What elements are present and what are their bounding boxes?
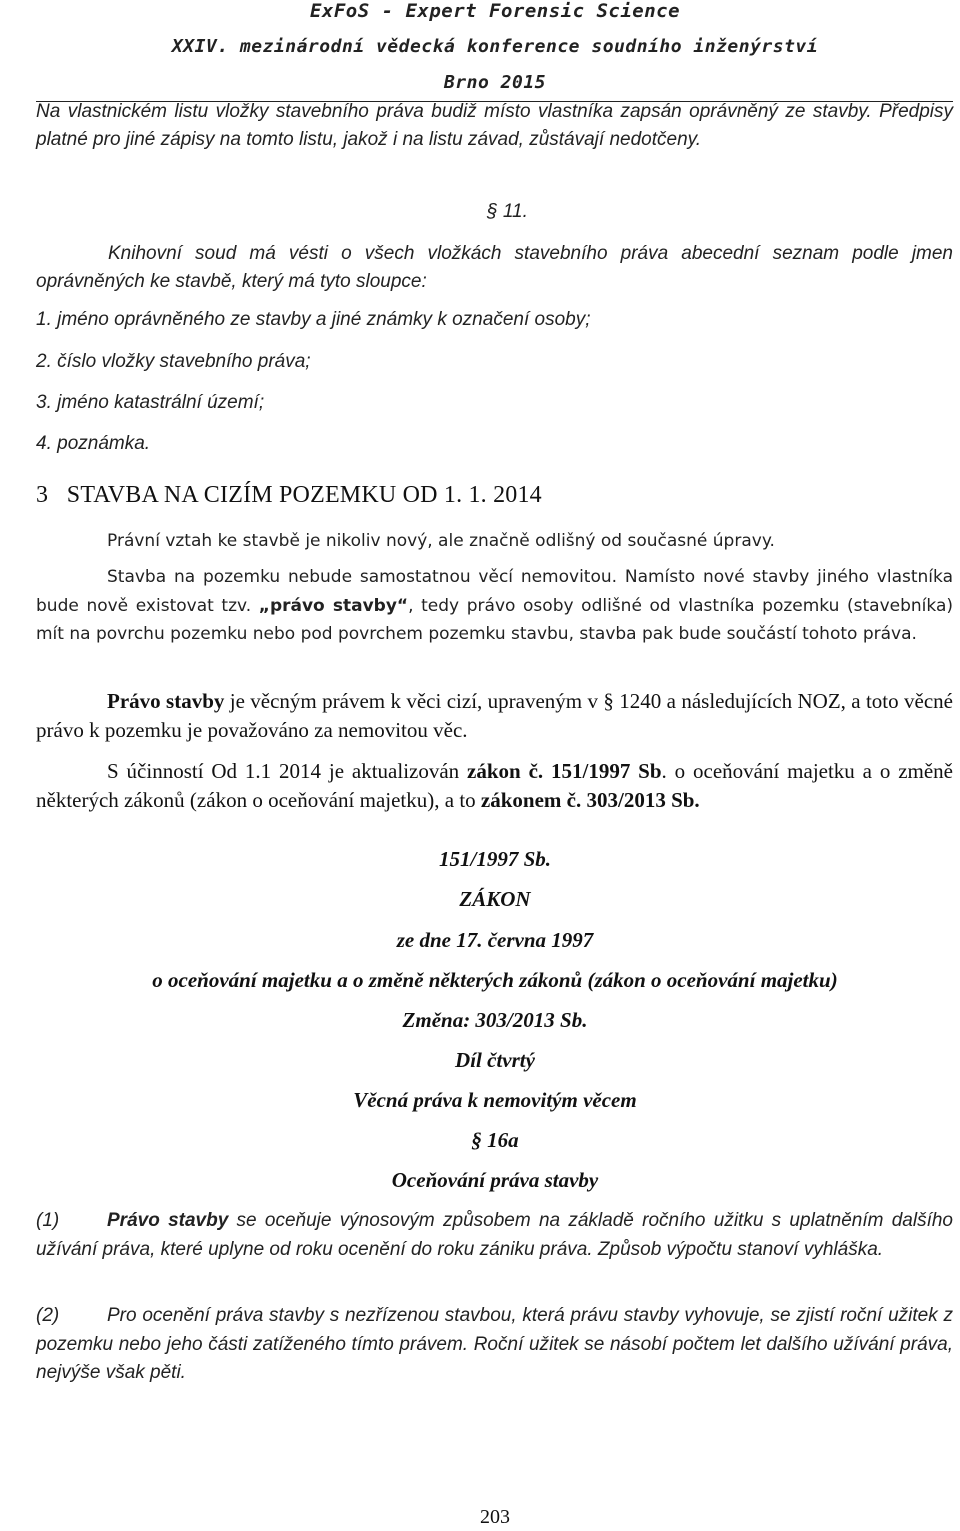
body-emphasis: zákon č. 151/1997 Sb xyxy=(467,759,662,783)
law-date: ze dne 17. června 1997 xyxy=(396,928,594,952)
body-paragraph-1: Právní vztah ke stavbě je nikoliv nový, ale značně odlišný od současné úpravy. xyxy=(107,531,775,551)
law-section: § 16a xyxy=(471,1128,519,1152)
list-item: 3. jméno katastrální území; xyxy=(36,392,265,413)
clause-number: (2) xyxy=(36,1305,60,1326)
clause-text: Pro ocenění práva stavby s nezřízenou stavbou, která právu stavby vyhovuje, se zjistí roční užitek z pozemku nebo jeho části zatíženého tímto právem. Roční užitek se násobí počtem let dalšího užívání práva, nejvýše však pěti. xyxy=(36,1305,953,1383)
body-paragraph-2 xyxy=(36,563,953,649)
law-part-title: Věcná práva k nemovitým věcem xyxy=(353,1088,637,1112)
law-type: ZÁKON xyxy=(459,887,531,911)
body-emphasis: Právo stavby xyxy=(107,689,225,713)
law-part: Díl čtvrtý xyxy=(455,1048,535,1072)
clause-2 xyxy=(36,1302,953,1388)
intro-paragraph-1: Na vlastnickém listu vložky stavebního práva budiž místo vlastníka zapsán oprávněný ze stavby. Předpisy platné pro jiné zápisy na tomto listu, jakož i na listu závad, zůstávají nedotčeny. xyxy=(36,101,953,150)
page-number: 203 xyxy=(480,1506,510,1528)
body-text: S účinností Od 1.1 2014 je aktualizován xyxy=(107,759,468,783)
list-item: 2. číslo vložky stavebního práva; xyxy=(36,351,311,372)
list-item: 4. poznámka. xyxy=(36,433,151,454)
law-section-title: Oceňování práva stavby xyxy=(391,1168,599,1192)
body-text: je věcným právem k věci cizí, upraveným v § 1240 a následujících NOZ, a toto věcné právo k pozemku je považováno za nemovitou věc. xyxy=(36,689,953,742)
body-emphasis: „právo stavby“ xyxy=(258,595,409,616)
clause-emphasis: Právo stavby xyxy=(107,1210,229,1231)
header-conference-series: ExFoS - Expert Forensic Science xyxy=(309,0,681,22)
body-text: . o oceňování majetku a o změně některých zákonů (zákon o oceňování majetku), a to xyxy=(36,759,953,812)
clause-text: se oceňuje výnosovým způsobem na základě ročního užitku s uplatněním dalšího užívání práva, které uplyne od roku ocenění do roku zániku práva. Způsob výpočtu stanoví vyhláška. xyxy=(36,1210,953,1260)
list-item: 1. jméno oprávněného ze stavby a jiné známky k označení osoby; xyxy=(36,309,591,330)
clause-1 xyxy=(36,1207,953,1264)
header-conference-title: XXIV. mezinárodní vědecká konference soudního inženýrství xyxy=(171,36,819,57)
section-heading: 3 STAVBA NA CIZÍM POZEMKU OD 1. 1. 2014 xyxy=(36,482,542,508)
law-change: Změna: 303/2013 Sb. xyxy=(402,1008,588,1032)
law-title: o oceňování majetku a o změně některých zákonů (zákon o oceňování majetku) xyxy=(152,968,838,992)
body-text: , tedy právo osoby odlišné od vlastníka pozemku (stavebníka) mít na povrchu pozemku nebo pod povrchem pozemku stavbu, stavba pak bude součástí tohoto práva. xyxy=(36,595,953,644)
intro-paragraph-2: Knihovní soud má vésti o všech vložkách stavebního práva abecední seznam podle jmen oprávněných ke stavbě, který má tyto sloupce: xyxy=(36,243,953,292)
body-paragraph-3 xyxy=(36,687,953,744)
law-number: 151/1997 Sb. xyxy=(438,847,551,871)
body-emphasis: zákonem č. 303/2013 Sb. xyxy=(480,787,700,812)
header-location-year: Brno 2015 xyxy=(443,72,547,93)
body-paragraph-4 xyxy=(36,757,953,814)
clause-number: (1) xyxy=(36,1210,60,1231)
section-11-marker: § 11. xyxy=(487,201,528,222)
body-text: Stavba na pozemku nebude samostatnou věcí nemovitou. Namísto nové stavby jiného vlastníka bude nově existovat tzv. xyxy=(36,567,953,616)
